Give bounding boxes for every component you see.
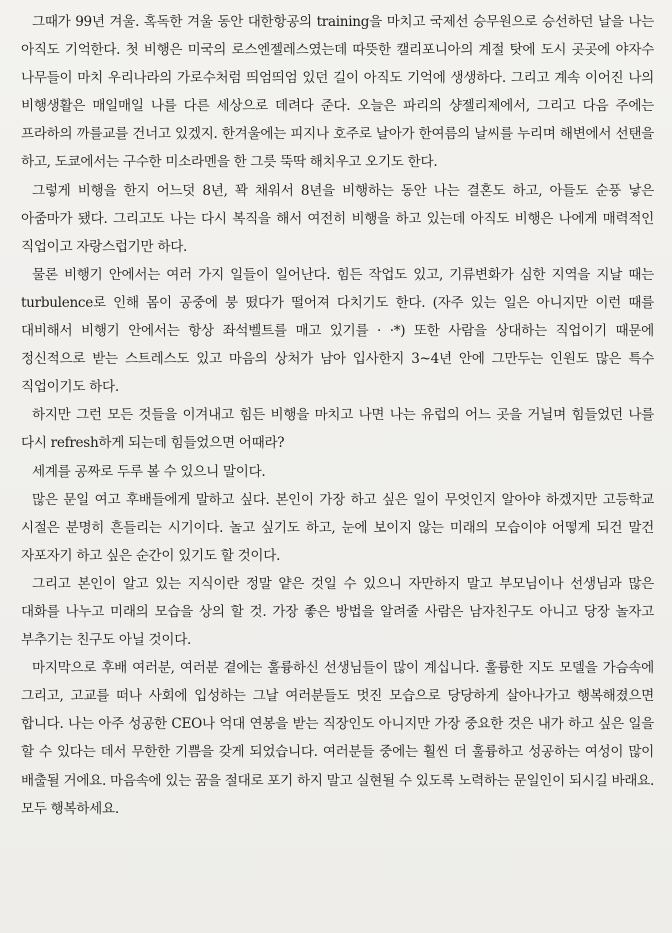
paragraph-2: 그렇게 비행을 한지 어느덧 8년, 꽉 채워서 8년을 비행하는 동안 나는 결혼도 하고, 아들도 순풍 낳은 아줌마가 됐다. 그리고도 나는 다시 복직을 해서 여전히 비행을 하고 있는데 아직도 비행은 나에게 매력적인 직업이고 자랑스럽기만 하다.	[21, 182, 654, 255]
paragraph-6: 많은 문일 여고 후배들에게 말하고 싶다. 본인이 가장 하고 싶은 일이 무엇인지 알아야 하겠지만 고등학교 시절은 분명히 흔들리는 시기이다. 놀고 싶기도 하고, 눈에 보이지 않는 미래의 모습이야 어떻게 되건 말건 자포자기 하고 싶은 순간이 있기도 할 것이다.	[21, 491, 654, 564]
paragraph-7: 그리고 본인이 알고 있는 지식이란 정말 얕은 것일 수 있으니 자만하지 말고 부모님이나 선생님과 많은 대화를 나누고 미래의 모습을 상의 할 것. 가장 좋은 방법을 알려줄 사람은 남자친구도 아니고 당장 놀자고 부추기는 친구도 아닐 것이다.	[21, 575, 654, 649]
paragraph-5: 세계를 공짜로 두루 볼 수 있으니 말이다.	[32, 463, 266, 480]
paragraph-8: 마지막으로 후배 여러분, 여러분 곁에는 훌륭하신 선생님들이 많이 계십니다. 훌륭한 지도 모델을 가슴속에 그리고, 고교를 떠나 사회에 입성하는 그날 여러분들도 멋진 모습으로 당당하게 살아나가고 행복해졌으면 합니다. 나는 아주 성공한 CEO나 억대 연봉을 받는 직장인도 아니지만 가장 중요한 것은 내가 하고 싶은 일을 할 수 있다는 데서 무한한 기쁨을 갖게 되었습니다. 여러분들 중에는 훨씬 더 훌륭하고 성공하는 여성이 많이 배출될 거에요. 마음속에 있는 꿈을 절대로 포기 하지 말고 실현될 수 있도록 노력하는 문일인이 되시길 바래요. 모두 행복하세요.	[21, 660, 654, 817]
paragraph-4: 하지만 그런 모든 것들을 이겨내고 힘든 비행을 마치고 나면 나는 유럽의 어느 곳을 거닐며 힘들었던 나를 다시 refresh하게 되는데 힘들었으면 어때라?	[21, 407, 654, 452]
paragraph-1: 그때가 99년 겨울. 혹독한 겨울 동안 대한항공의 training을 마치고 국제선 승무원으로 승선하던 날을 나는 아직도 기억한다. 첫 비행은 미국의 로스엔젤레스였는데 따뜻한 캘리포니아의 계절 탓에 도시 곳곳에 야자수 나무들이 마치 우리나라의 가로수처럼 띄엄띄엄 있던 길이 아직도 기억에 생생하다. 그리고 계속 이어진 나의 비행생활은 매일매일 나를 다른 세상으로 데려다 준다. 오늘은 파리의 샹젤리제에서, 그리고 다음 주에는 프라하의 까를교를 건너고 있겠지. 한겨울에는 피지나 호주로 날아가 한여름의 날씨를 누리며 해변에서 선탠을 하고, 도쿄에서는 구수한 미소라멘을 한 그릇 뚝딱 해치우고 오기도 한다.	[21, 14, 654, 171]
paragraph-3: 물론 비행기 안에서는 여러 가지 일들이 일어난다. 힘든 작업도 있고, 기류변화가 심한 지역을 지날 때는 turbulence로 인해 몸이 공중에 붕 떴다가 떨어져 다치기도 한다. (자주 있는 일은 아니지만 이런 때를 대비해서 비행기 안에서는 항상 좌석벨트를 매고 있기를 · ·*) 또한 사람을 상대하는 직업이기 때문에 정신적으로 받는 스트레스도 있고 마음의 상처가 남아 입사한지 3~4년 안에 그만두는 인원도 많은 특수 직업이기도 하다.	[21, 266, 654, 396]
